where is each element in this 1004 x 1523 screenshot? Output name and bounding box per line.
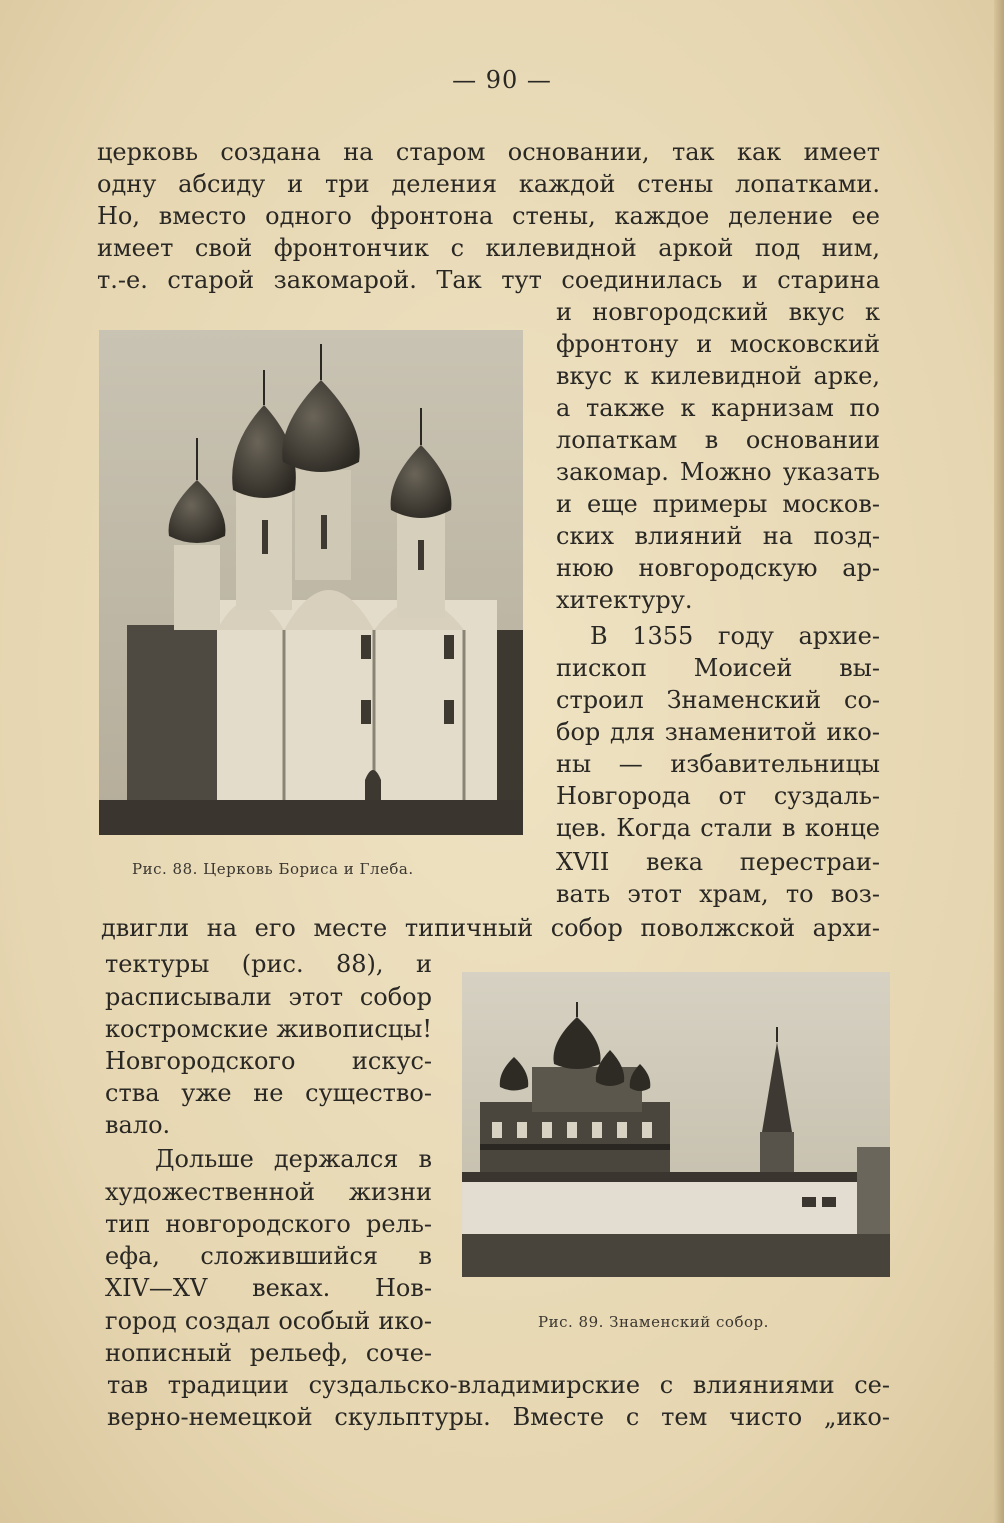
page-number: — 90 —	[452, 66, 552, 94]
text-line: XVII века перестраи-	[556, 848, 880, 876]
text-line: нюю новгородскую ар-	[556, 554, 880, 582]
figure-88-church-photo	[99, 330, 523, 835]
text-line: ства уже не существо-	[105, 1079, 432, 1107]
text-line: закомар. Можно указать	[556, 458, 880, 486]
text-line: церковь создана на старом основании, так как имеет	[97, 138, 880, 166]
figure-89-caption: Рис. 89. Знаменский собор.	[538, 1313, 769, 1331]
text-line: имеет свой фронтончик с килевидной аркой под ним,	[97, 234, 880, 262]
text-line: Новгородского искус-	[105, 1047, 432, 1075]
text-line: нописный рельеф, соче-	[105, 1339, 432, 1367]
text-line: вкус к килевидной арке,	[556, 362, 880, 390]
text-line: бор для знаменитой ико-	[556, 718, 880, 746]
text-line: двигли на его месте типичный собор поволжской архи-	[101, 914, 880, 942]
figure-89-cathedral-photo	[462, 972, 890, 1277]
text-line: фронтону и московский	[556, 330, 880, 358]
text-line: XIV—XV веках. Нов-	[105, 1274, 432, 1302]
text-line: лопаткам в основании	[556, 426, 880, 454]
text-line: пископ Моисей вы-	[556, 654, 880, 682]
text-line: костромские живописцы!	[105, 1015, 432, 1043]
text-line: вать этот храм, то воз-	[556, 880, 880, 908]
text-line: т.-е. старой закомарой. Так тут соединилась и старина	[97, 266, 880, 294]
text-line: тектуры (рис. 88), и	[105, 950, 432, 978]
text-line: и новгородский вкус к	[556, 298, 880, 326]
text-line: Новгорода от суздаль-	[556, 782, 880, 810]
text-line: тав традиции суздальско-владимирские с влияниями се-	[107, 1371, 890, 1399]
text-line: город создал особый ико-	[105, 1307, 432, 1335]
text-line: В 1355 году архие-	[590, 622, 880, 650]
page-edge	[994, 0, 1004, 1523]
text-line: ны — избавительницы	[556, 750, 880, 778]
text-line: ских влияний на позд-	[556, 522, 880, 550]
text-line: цев. Когда стали в конце	[556, 814, 880, 842]
text-line: художественной жизни	[105, 1178, 432, 1206]
text-line: вало.	[105, 1111, 171, 1139]
text-line: тип новгородского рель-	[105, 1210, 432, 1238]
figure-88-caption: Рис. 88. Церковь Бориса и Глеба.	[132, 860, 414, 878]
text-line: ефа, сложившийся в	[105, 1242, 432, 1270]
text-line: строил Знаменский со-	[556, 686, 880, 714]
text-line: расписывали этот собор	[105, 983, 432, 1011]
text-line: верно-немецкой скульптуры. Вместе с тем чисто „ико-	[107, 1403, 890, 1431]
text-line: хитектуру.	[556, 586, 693, 614]
text-line: и еще примеры москов-	[556, 490, 880, 518]
text-line: Дольше держался в	[155, 1145, 432, 1173]
text-line: а также к карнизам по	[556, 394, 880, 422]
text-line: Но, вместо одного фронтона стены, каждое деление ее	[97, 202, 880, 230]
text-line: одну абсиду и три деления каждой стены лопатками.	[97, 170, 880, 198]
